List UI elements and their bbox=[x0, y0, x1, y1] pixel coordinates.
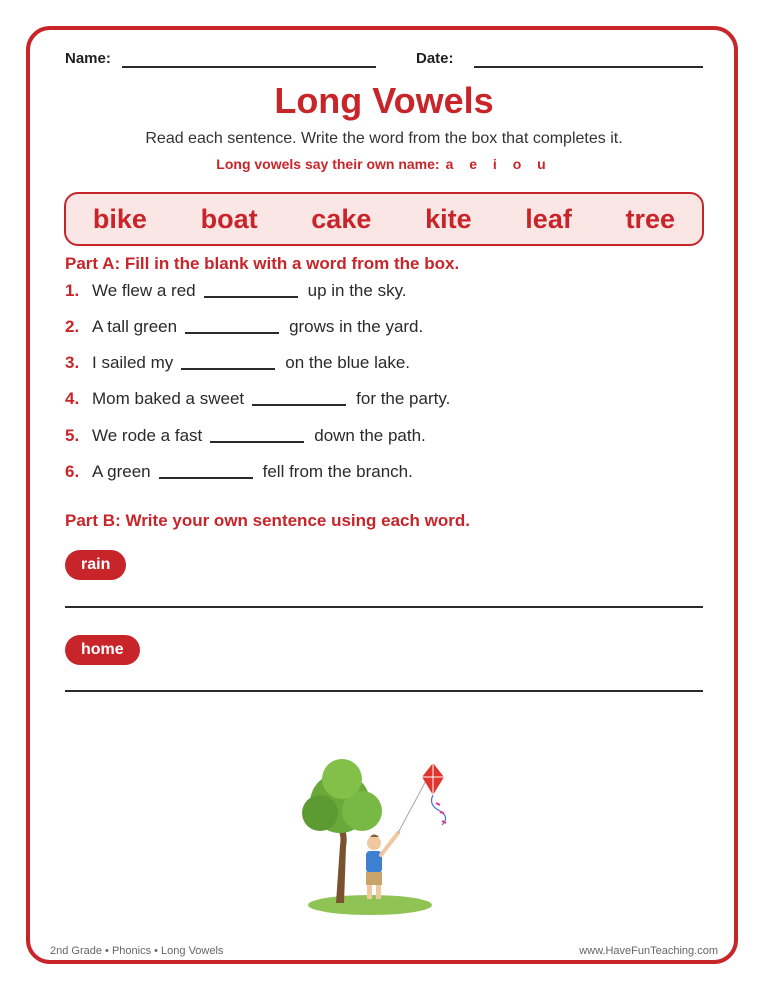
question-5 bbox=[65, 426, 426, 446]
answer-blank[interactable] bbox=[252, 404, 346, 406]
question-text-before: A green bbox=[92, 462, 151, 481]
footer-website: www.HaveFunTeaching.com bbox=[579, 945, 718, 957]
question-text-after: grows in the yard. bbox=[289, 317, 424, 336]
question-text-after: for the party. bbox=[356, 389, 451, 408]
question-text-after: up in the sky. bbox=[307, 281, 407, 300]
answer-blank[interactable] bbox=[210, 441, 304, 443]
word-tag-rain: rain bbox=[65, 550, 126, 580]
question-number: 6. bbox=[65, 462, 80, 481]
question-number: 3. bbox=[65, 353, 80, 372]
word-bank-item: bike bbox=[92, 203, 147, 234]
date-field[interactable] bbox=[474, 66, 703, 68]
vowel-hint-text: Long vowels say their own name: bbox=[216, 156, 440, 172]
question-text-after: on the blue lake. bbox=[285, 353, 411, 372]
question-4 bbox=[65, 389, 450, 409]
question-text-before: Mom baked a sweet bbox=[92, 389, 245, 408]
question-text-after: fell from the branch. bbox=[262, 462, 413, 481]
kite-icon bbox=[422, 763, 446, 825]
question-text-after: down the path. bbox=[314, 426, 426, 445]
page-title: Long Vowels bbox=[274, 80, 494, 121]
question-text-before: We rode a fast bbox=[92, 426, 203, 445]
question-2 bbox=[65, 317, 423, 337]
question-text-before: We flew a red bbox=[92, 281, 196, 300]
question-number: 5. bbox=[65, 426, 80, 445]
word-bank-item: leaf bbox=[525, 203, 572, 234]
part-a-heading: Part A: Fill in the blank with a word from the box. bbox=[65, 254, 460, 273]
name-field[interactable] bbox=[122, 66, 376, 68]
question-6 bbox=[65, 462, 413, 482]
question-number: 2. bbox=[65, 317, 80, 336]
word-bank-item: kite bbox=[425, 203, 472, 234]
question-number: 1. bbox=[65, 281, 80, 300]
answer-blank[interactable] bbox=[159, 477, 253, 479]
footer-breadcrumb: 2nd Grade • Phonics • Long Vowels bbox=[50, 945, 224, 957]
date-label: Date: bbox=[416, 50, 454, 67]
answer-blank[interactable] bbox=[185, 332, 279, 334]
instructions: Read each sentence. Write the word from the box that completes it. bbox=[145, 130, 623, 147]
vowel-hint bbox=[0, 156, 768, 172]
boy-icon bbox=[366, 777, 428, 899]
answer-blank[interactable] bbox=[181, 368, 275, 370]
question-text-before: I sailed my bbox=[92, 353, 174, 372]
question-1 bbox=[65, 281, 407, 301]
word-bank bbox=[64, 192, 704, 246]
question-3 bbox=[65, 353, 410, 373]
sentence-line-home[interactable] bbox=[65, 690, 703, 692]
word-bank-item: boat bbox=[200, 203, 258, 234]
word-bank-item: tree bbox=[625, 203, 676, 234]
name-label: Name: bbox=[65, 50, 111, 67]
sentence-line-rain[interactable] bbox=[65, 606, 703, 608]
question-text-before: A tall green bbox=[92, 317, 178, 336]
illustration bbox=[300, 755, 470, 920]
word-bank-item: cake bbox=[311, 203, 372, 234]
answer-blank[interactable] bbox=[204, 296, 298, 298]
word-tag-home: home bbox=[65, 635, 140, 665]
part-b-heading: Part B: Write your own sentence using each word. bbox=[65, 511, 470, 530]
vowel-list: a e i o u bbox=[445, 156, 552, 172]
question-number: 4. bbox=[65, 389, 80, 408]
